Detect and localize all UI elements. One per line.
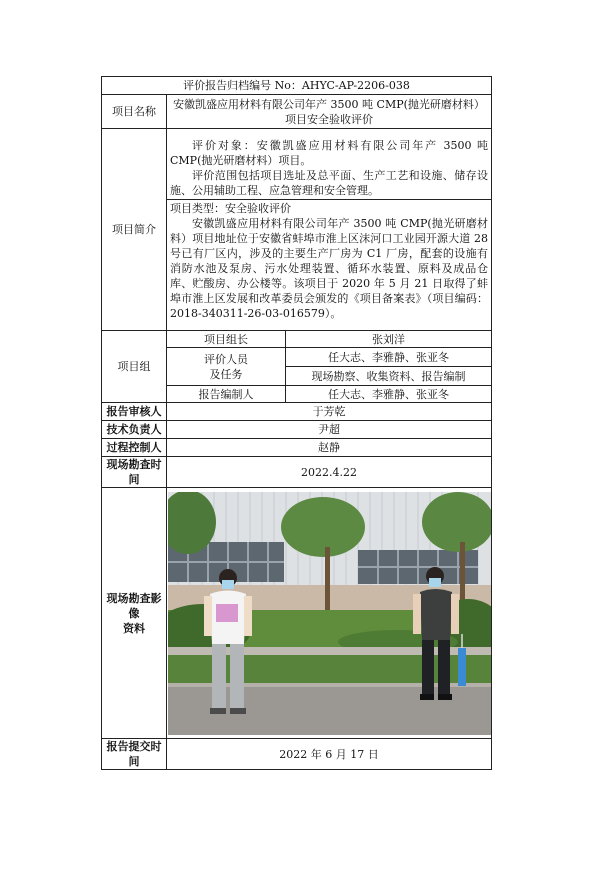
technical-lead-label: 技术负责人 bbox=[102, 421, 167, 439]
team-leader-name: 张刘洋 bbox=[286, 331, 492, 348]
evaluation-scope: 评价范围包括项目选址及总平面、生产工艺和设施、储存设施、公用辅助工程、应急管理和安全管理。 bbox=[170, 169, 488, 197]
evaluators-role-line1: 评价人员 bbox=[204, 352, 248, 366]
site-media-label-line1: 现场勘查影像 bbox=[106, 591, 162, 620]
report-compiler-role: 报告编制人 bbox=[167, 386, 286, 403]
process-controller-label: 过程控制人 bbox=[102, 439, 167, 457]
evaluators-tasks: 现场勘察、收集资料、报告编制 bbox=[286, 367, 492, 386]
reviewer-label: 报告审核人 bbox=[102, 403, 167, 421]
reviewer-name: 于芳乾 bbox=[167, 403, 492, 421]
site-media-label bbox=[102, 488, 167, 739]
site-media-label-line2: 资料 bbox=[123, 621, 145, 635]
project-intro-detail-block bbox=[167, 200, 491, 322]
project-name-line2: 项目安全验收评价 bbox=[285, 112, 373, 126]
process-controller-name: 赵静 bbox=[167, 439, 492, 457]
project-intro-scope-block bbox=[167, 137, 491, 200]
evaluators-role bbox=[167, 348, 286, 386]
evaluators-names: 任大志、李雅静、张亚冬 bbox=[286, 348, 492, 367]
submission-time-label: 报告提交时间 bbox=[102, 739, 167, 770]
submission-time-value: 2022 年 6 月 17 日 bbox=[167, 739, 492, 770]
project-type: 项目类型：安全验收评价 bbox=[170, 202, 291, 215]
evaluators-role-line2: 及任务 bbox=[209, 367, 243, 381]
project-description: 安徽凯盛应用材料有限公司年产 3500 吨 CMP(抛光研磨材料）项目地址位于安徽省蚌埠市淮上区沫河口工业园开源大道 28 号已有厂区内，涉及的主要生产厂房为 C1 厂房，配套的设施有消防水池及泵房、污水处理装置、循环水装置、原料及成品仓库、贮酸房、办公楼等。该项目于 2020 年 5 月 21 日取得了蚌埠市淮上区发展和改革委员会颁发的《项目备案表》（项目编码：2018-340311-26-03-016579）。 bbox=[170, 217, 488, 320]
team-leader-role: 项目组长 bbox=[167, 331, 286, 348]
project-team-label: 项目组 bbox=[102, 331, 167, 403]
site-photo-cell bbox=[167, 488, 492, 739]
site-visit-time-value: 2022.4.22 bbox=[167, 457, 492, 488]
site-visit-time-label: 现场勘查时间 bbox=[102, 457, 167, 488]
report-compiler-names: 任大志、李雅静、张亚冬 bbox=[286, 386, 492, 403]
project-name-label: 项目名称 bbox=[102, 95, 167, 129]
project-name-line1: 安徽凯盛应用材料有限公司年产 3500 吨 CMP(抛光研磨材料） bbox=[173, 97, 485, 111]
project-intro-cell bbox=[167, 129, 492, 331]
project-name-value bbox=[167, 95, 492, 129]
site-photo-icon bbox=[168, 492, 491, 735]
project-intro-label: 项目简介 bbox=[102, 129, 167, 331]
evaluation-report-table bbox=[101, 76, 492, 770]
archive-number: 评价报告归档编号 No：AHYC-AP-2206-038 bbox=[102, 77, 492, 95]
evaluation-object: 评价对象：安徽凯盛应用材料有限公司年产 3500 吨 CMP(抛光研磨材料）项目。 bbox=[170, 139, 488, 167]
technical-lead-name: 尹超 bbox=[167, 421, 492, 439]
site-photo bbox=[168, 492, 491, 735]
